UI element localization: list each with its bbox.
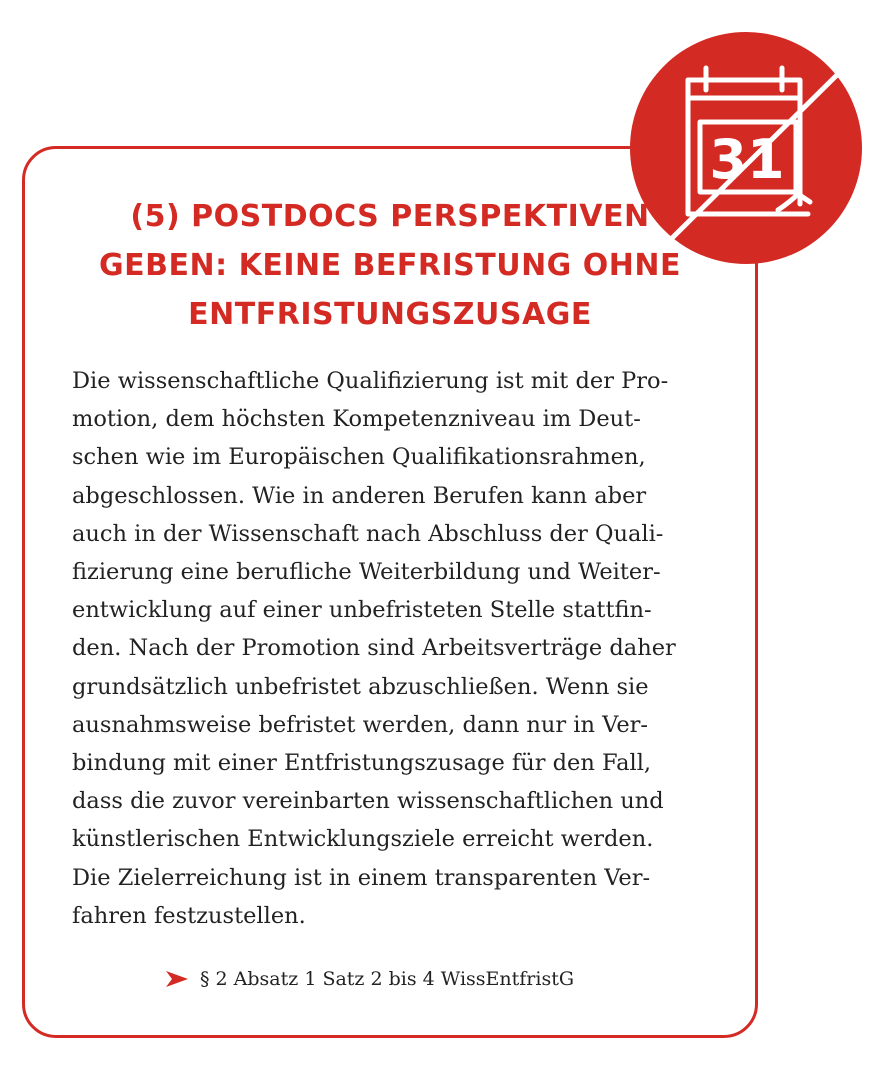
section-title-line: (5) POSTDOCS PERSPEKTIVEN xyxy=(130,199,650,234)
calendar-crossed-icon xyxy=(630,32,862,264)
body-line: schen wie im Europäischen Qualifikationsrahmen, xyxy=(72,444,646,471)
calendar-badge xyxy=(630,32,862,264)
body-line: entwicklung auf einer unbefristeten Stelle stattfin- xyxy=(72,597,652,624)
legal-reference-text: § 2 Absatz 1 Satz 2 bis 4 WissEntfristG xyxy=(200,968,575,990)
body-line: abgeschlossen. Wie in anderen Berufen kann aber xyxy=(72,482,647,509)
body-line: Die wissenschaftliche Qualifizierung ist mit der Pro- xyxy=(72,368,669,394)
body-line: dass die zuvor vereinbarten wissenschaftlichen und xyxy=(72,788,664,815)
body-line: den. Nach der Promotion sind Arbeitsverträge daher xyxy=(72,635,676,662)
section-title-line: GEBEN: KEINE BEFRISTUNG OHNE xyxy=(99,248,681,283)
legal-reference xyxy=(166,964,574,994)
body-line: fizierung eine berufliche Weiterbildung und Weiter- xyxy=(72,559,661,586)
body-line: grundsätzlich unbefristet abzuschließen. Wenn sie xyxy=(72,673,649,700)
section-title-line: ENTFRISTUNGSZUSAGE xyxy=(188,297,592,332)
body-line: fahren festzustellen. xyxy=(72,902,306,929)
calendar-day-text: 31 xyxy=(709,128,785,191)
body-line: ausnahmsweise befristet werden, dann nur in Ver- xyxy=(72,711,648,738)
arrow-right-icon xyxy=(166,971,188,987)
body-line: bindung mit einer Entfristungszusage für den Fall, xyxy=(72,750,652,777)
body-line: auch in der Wissenschaft nach Abschluss der Quali- xyxy=(72,520,664,547)
section-title xyxy=(90,192,690,339)
section-body xyxy=(72,362,712,935)
body-line: Die Zielerreichung ist in einem transparenten Ver- xyxy=(72,864,651,891)
body-line: künstlerischen Entwicklungsziele erreicht werden. xyxy=(72,826,654,853)
body-line: motion, dem höchsten Kompetenzniveau im Deut- xyxy=(72,406,641,433)
